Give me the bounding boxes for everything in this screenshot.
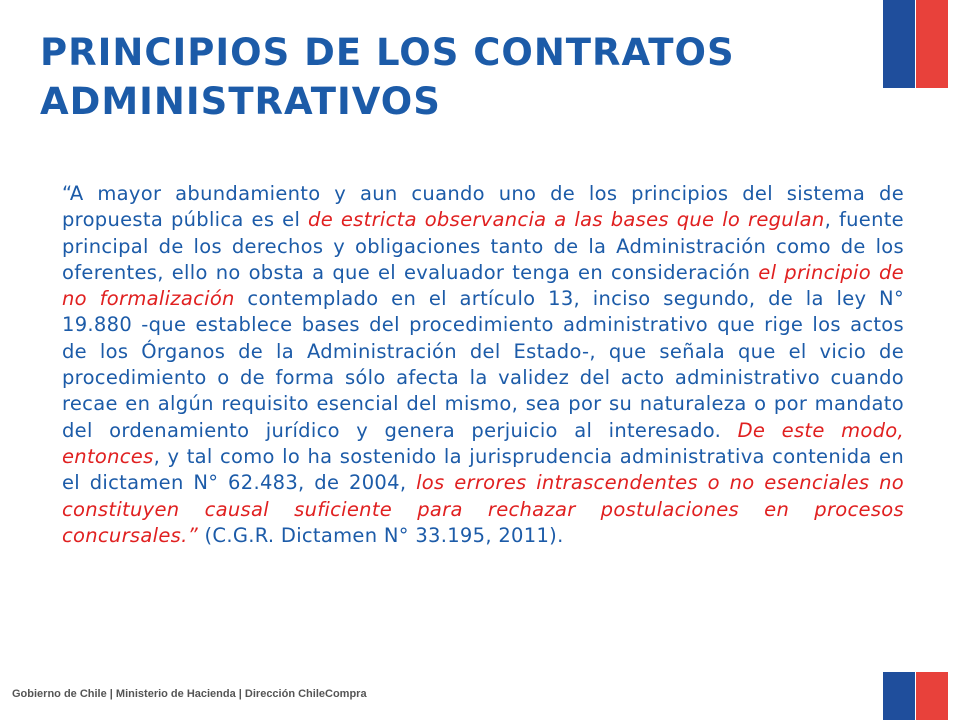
flag-blue-stripe: [883, 672, 915, 720]
quote-emphasis: De este modo, entonces: [62, 418, 904, 468]
quote-emphasis: el principio de no formalización: [62, 260, 904, 311]
quote-text: “A mayor abundamiento y aun cuando uno de los principios del sistema de propuesta pública es el: [62, 182, 904, 232]
chile-flag-stripe-top: [883, 0, 948, 88]
footer-text: Gobierno de Chile | Ministerio de Hacienda | Dirección ChileCompra: [12, 688, 367, 700]
quote-emphasis: los errores intrascendentes o no esenciales no constituyen causal suficiente para rechazar postulaciones en procesos concursales.”: [62, 471, 904, 547]
flag-blue-stripe: [883, 0, 915, 88]
flag-red-stripe: [916, 672, 948, 720]
page-title-line-2: ADMINISTRATIVOS: [40, 80, 441, 123]
quote-citation: (C.G.R. Dictamen N° 33.195, 2011).: [198, 523, 564, 547]
quote-text: contemplado en el artículo 13, inciso segundo, de la ley N° 19.880 -que establece bases del procedimiento administrativo que rige los actos de los Órganos de la Administración del Estado-, que señala que el vicio de procedimiento o de forma sólo afecta la validez del acto administrativo cuando recae en algún requisito esencial del mismo, sea por su naturaleza o por mandato del ordenamiento jurídico y genera perjuicio al interesado.: [62, 287, 904, 442]
quote-emphasis: de estricta observancia a las bases que lo regulan: [308, 208, 825, 232]
page-title-line-1: PRINCIPIOS DE LOS CONTRATOS: [40, 31, 735, 74]
quote-text: , y tal como lo ha sostenido la jurisprudencia administrativa contenida en el dictamen N° 62.483, de 2004,: [62, 444, 904, 495]
page-title: [40, 28, 860, 126]
flag-red-stripe: [916, 0, 948, 88]
quote-paragraph: [62, 181, 904, 549]
quote-text: , fuente principal de los derechos y obligaciones tanto de la Administración como de los oferentes, ello no obsta a que el evaluador tenga en consideración: [62, 208, 904, 284]
chile-flag-stripe-bottom: [883, 672, 948, 720]
